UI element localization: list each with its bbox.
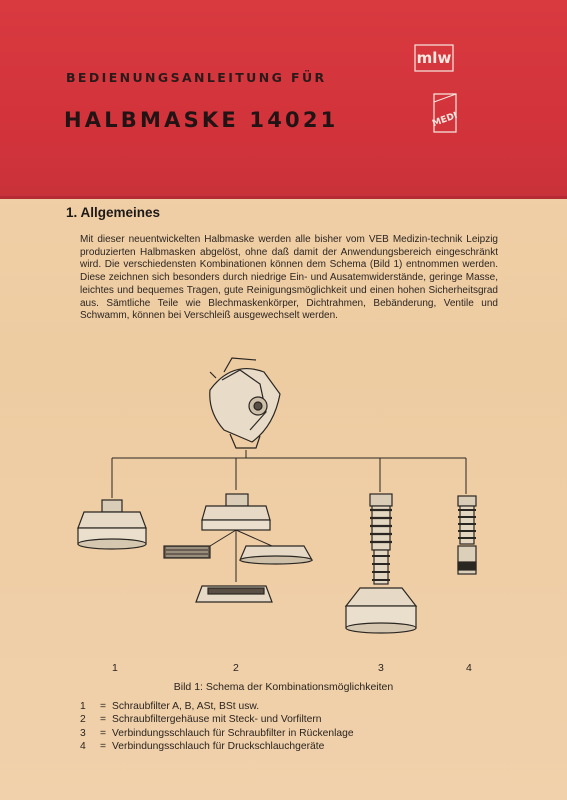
header-banner xyxy=(0,0,567,199)
figure-number-1: 1 xyxy=(112,662,118,674)
legend-text: Verbindungsschlauch für Druckschlauchgeräte xyxy=(112,740,325,752)
figure-number-4: 4 xyxy=(466,662,472,674)
header-title: HALBMASKE 14021 xyxy=(64,108,339,132)
legend-row xyxy=(80,713,500,726)
figure-legend xyxy=(80,700,500,753)
mlw-logo-text: mlw xyxy=(416,49,452,67)
legend-text: Verbindungsschlauch für Schraubfilter in Rückenlage xyxy=(112,727,354,739)
figure-number-3: 3 xyxy=(378,662,384,674)
mlw-logo xyxy=(414,44,454,72)
legend-number: 3 xyxy=(80,727,86,739)
legend-number: 1 xyxy=(80,701,86,712)
legend-number: 2 xyxy=(80,714,86,726)
legend-equals: = xyxy=(99,740,106,752)
legend-number: 4 xyxy=(80,740,86,752)
header-subtitle: BEDIENUNGSANLEITUNG FÜR xyxy=(66,70,327,85)
legend-equals: = xyxy=(99,701,106,712)
medi-logo-text: MEDI xyxy=(431,110,459,130)
figure-caption: Bild 1: Schema der Kombinationsmöglichkeiten xyxy=(173,681,394,693)
legend-text: Schraubfiltergehäuse mit Steck- und Vorfiltern xyxy=(112,714,322,726)
section-title: 1. Allgemeines xyxy=(66,205,161,220)
intro-paragraph: Mit dieser neuentwickelten Halbmaske werden alle bisher vom VEB Medizin-technik Leipzig produzierten Halbmasken abgelöst, ohne daß damit der Anwendungsbereich eingeschränkt wird. Die verschiedensten Kombinationen können dem Schema (Bild 1) entnommen werden. Diese zeichnen sich besonders durch niedrige Ein- und Ausatemwiderstände, geringe Masse, leichtes und bequemes Tragen, gute Reinigungsmöglichkeit und einen hohen Sicherheitsgrad aus. Sämtliche Teile wie Blechmaskenkörper, Dichtrahmen, Bebänderung, Ventile und Schwamm, können bei Verschleiß ausgewechselt werden. xyxy=(80,234,498,322)
legend-equals: = xyxy=(99,727,106,739)
legend-row xyxy=(80,727,500,740)
combination-schema-diagram xyxy=(60,350,520,650)
medi-logo xyxy=(430,92,460,136)
figure-number-2: 2 xyxy=(233,662,239,674)
legend-equals: = xyxy=(99,714,106,726)
screw-filter-illustration xyxy=(78,500,146,549)
legend-row xyxy=(80,700,500,713)
figure-item-numbers xyxy=(0,662,567,678)
hose-for-screw-filter-illustration xyxy=(346,494,416,633)
filter-housing-illustration xyxy=(164,494,312,602)
half-mask-illustration xyxy=(210,358,280,448)
legend-text: Schraubfilter A, B, ASt, BSt usw. xyxy=(112,701,260,712)
hose-for-pressure-device-illustration xyxy=(458,496,476,574)
legend-row xyxy=(80,740,500,753)
